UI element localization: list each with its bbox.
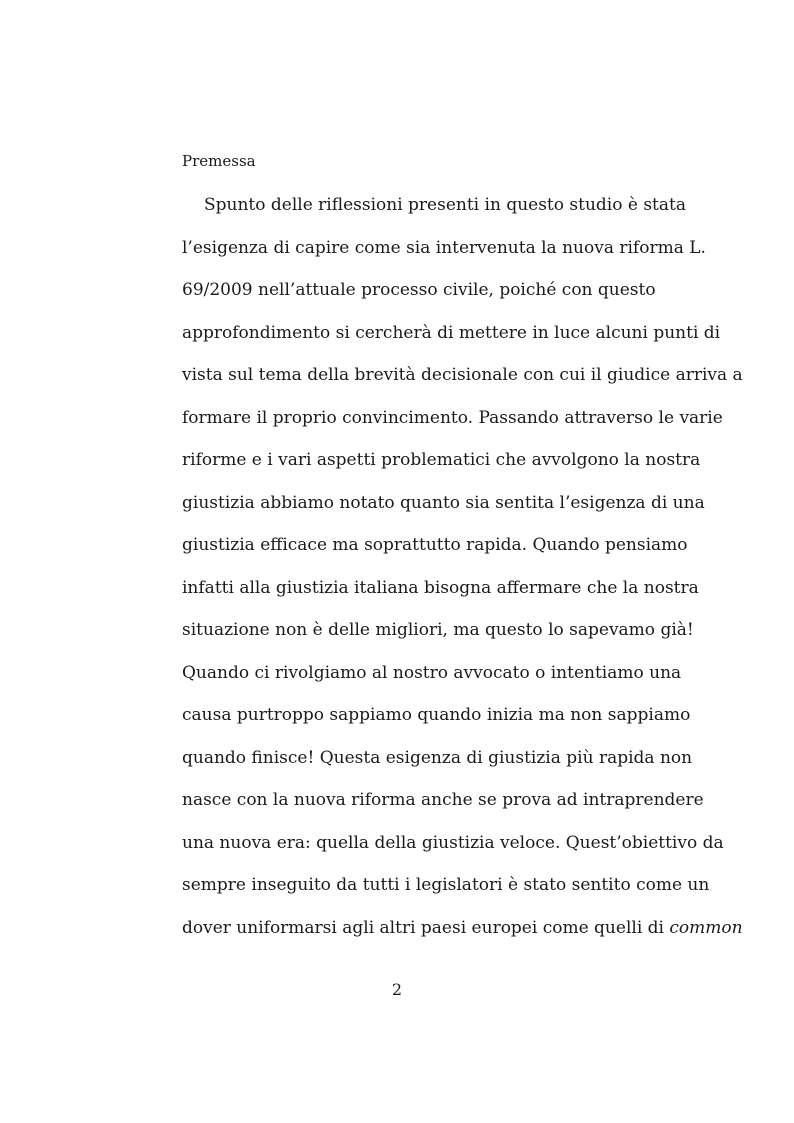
- italic-term: common: [669, 917, 743, 938]
- page-number: 2: [391, 980, 403, 999]
- body-paragraph: [182, 190, 743, 955]
- paragraph-line: giustizia abbiamo notato quanto sia sentita l’esigenza di una: [182, 492, 705, 513]
- section-heading: Premessa: [182, 152, 256, 170]
- paragraph-line: Quando ci rivolgiamo al nostro avvocato o intentiamo una: [182, 662, 682, 683]
- paragraph-line: quando finisce! Questa esigenza di giustizia più rapida non: [182, 747, 693, 768]
- paragraph-line: infatti alla giustizia italiana bisogna affermare che la nostra: [182, 577, 699, 598]
- paragraph-line: approfondimento si cercherà di mettere in luce alcuni punti di: [182, 322, 721, 343]
- paragraph-line: Spunto delle riflessioni presenti in questo studio è stata: [204, 195, 686, 215]
- paragraph-line-last: [182, 913, 743, 956]
- paragraph-line: sempre inseguito da tutti i legislatori è stato sentito come un: [182, 875, 710, 895]
- paragraph-line: l’esigenza di capire come sia intervenuta la nuova riforma L.: [182, 237, 706, 258]
- paragraph-line: causa purtroppo sappiamo quando inizia ma non sappiamo: [182, 705, 691, 725]
- paragraph-line: vista sul tema della brevità decisionale con cui il giudice arriva a: [182, 365, 743, 385]
- paragraph-line: 69/2009 nell’attuale processo civile, poiché con questo: [182, 280, 656, 300]
- paragraph-line: riforme e i vari aspetti problematici che avvolgono la nostra: [182, 450, 701, 470]
- paragraph-line: formare il proprio convincimento. Passando attraverso le varie: [182, 407, 723, 428]
- paragraph-line: giustizia efficace ma soprattutto rapida. Quando pensiamo: [182, 535, 688, 555]
- paragraph-line: nasce con la nuova riforma anche se prova ad intraprendere: [182, 790, 704, 810]
- paragraph-line-text: dover uniformarsi agli altri paesi europei come quelli di: [182, 917, 670, 938]
- paragraph-line: una nuova era: quella della giustizia veloce. Quest’obiettivo da: [182, 832, 724, 853]
- paragraph-line: situazione non è delle migliori, ma questo lo sapevamo già!: [182, 620, 694, 640]
